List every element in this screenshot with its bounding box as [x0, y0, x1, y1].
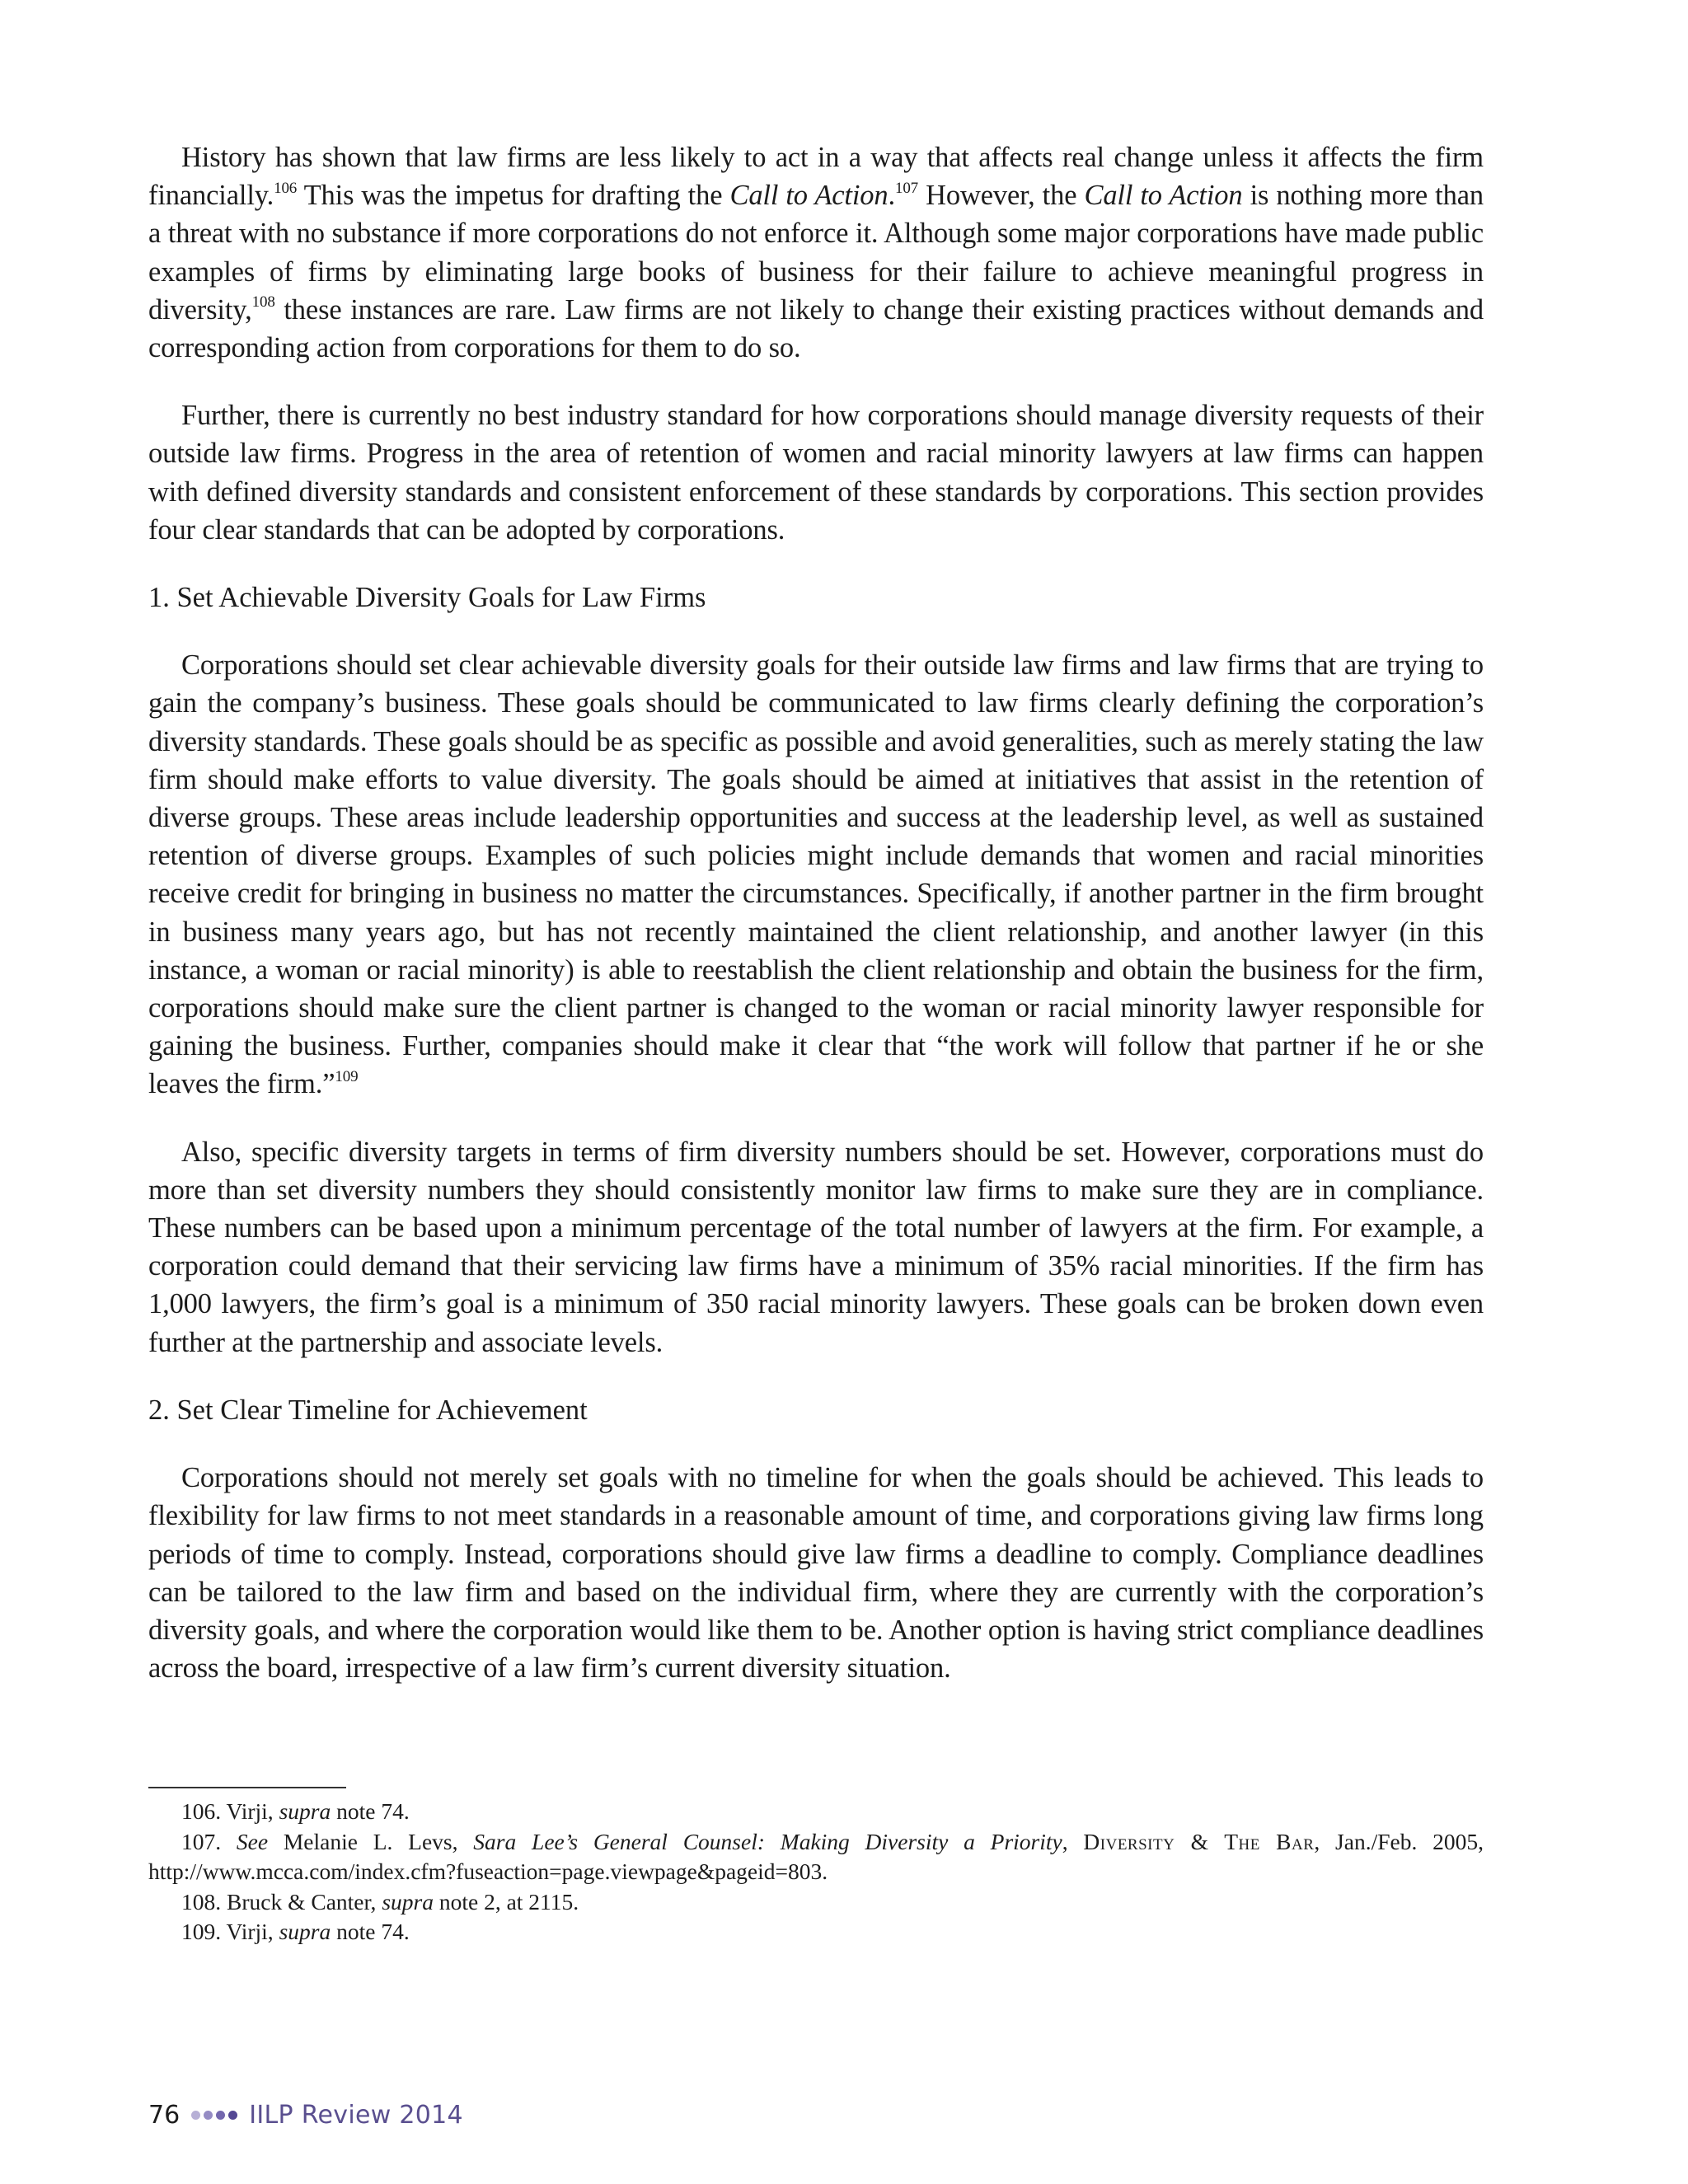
publication-title: IILP Review 2014	[249, 2100, 463, 2130]
footnote-divider	[148, 1787, 346, 1788]
dot-icon	[204, 2111, 213, 2120]
section-heading-goals: 1. Set Achievable Diversity Goals for Law Firms	[148, 582, 706, 614]
page-footer	[148, 2098, 463, 2131]
footnote-108: 108. Bruck & Canter, supra note 2, at 2115.	[181, 1888, 579, 1915]
paragraph-targets: Also, specific diversity targets in terms of firm diversity numbers should be set. However, corporations must do more than set diversity numbers they should consistently monitor law firms to make sure they are in compliance. These numbers can be based upon a minimum percentage of the total number of lawyers at the firm. For example, a corporation could demand that their servicing law firms have a minimum of 35% racial minorities. If the firm has 1,000 lawyers, the firm’s goal is a minimum of 350 racial minority lawyers. These goals can be broken down even further at the partnership and associate levels.	[148, 1136, 1484, 1358]
page-body	[148, 138, 1484, 1717]
dot-icon	[191, 2111, 200, 2120]
footnote-ref-106[interactable]: 106	[274, 179, 298, 197]
dot-icon	[228, 2111, 237, 2120]
footnote-ref-107[interactable]: 107	[894, 179, 919, 197]
decorative-dots-icon	[191, 2111, 241, 2120]
paragraph-timeline: Corporations should not merely set goals with no timeline for when the goals should be achieved. This leads to flexibility for law firms to not meet standards in a reasonable amount of time, and corporations giving law firms long periods of time to comply. Instead, corporations should give law firms a deadline to comply. Compliance deadlines can be tailored to the law firm and based on the individual firm, where they are currently with the corporation’s diversity goals, and where the corporation would like them to be. Another option is having strict compliance deadlines across the board, irrespective of a law firm’s current diversity situation.	[148, 1462, 1484, 1685]
footnote-107: 107. See Melanie L. Levs, Sara Lee’s General Counsel: Making Diversity a Priority, Diversity & The Bar, Jan./Feb. 2005, http://www.mcca.com/index.cfm?fuseaction=page.viewpage&pageid=803.	[148, 1828, 1484, 1884]
footnote-106: 106. Virji, supra note 74.	[181, 1798, 410, 1824]
paragraph-industry-standard: Further, there is currently no best industry standard for how corporations should manage diversity requests of their outside law firms. Progress in the area of retention of women and racial minority lawyers at law firms can happen with defined diversity standards and consistent enforcement of these standards by corporations. This section provides four clear standards that can be adopted by corporations.	[148, 400, 1484, 546]
dot-icon	[216, 2111, 225, 2120]
footnotes	[148, 1797, 1484, 1947]
paragraph-history: History has shown that law firms are less likely to act in a way that affects real change unless it affects the firm financially.$^{106}$ This was the impetus for drafting the Call to Action.$^{107}$ However, the Call to Action is nothing more than a threat with no substance if more corporations do not enforce it. Although some major corporations have made public examples of firms by eliminating large books of business for their failure to achieve meaningful progress in diversity,$^{108}$ these instances are rare. Law firms are not likely to change their existing practices without demands and corresponding action from corporations for them to do so.	[148, 142, 1484, 364]
paragraph-goals: Corporations should set clear achievable diversity goals for their outside law firms and law firms that are trying to gain the company’s business. These goals should be communicated to law firms clearly defining the corporation’s diversity standards. These goals should be as specific as possible and avoid generalities, such as merely stating the law firm should make efforts to value diversity. The goals should be aimed at initiatives that assist in the retention of diverse groups. These areas include leadership opportunities and success at the leadership level, as well as sustained retention of diverse groups. Examples of such policies might include demands that women and racial minorities receive credit for bringing in business no matter the circumstances. Specifically, if another partner in the firm brought in business many years ago, but has not recently maintained the client relationship, and another lawyer (in this instance, a woman or racial minority) is able to reestablish the client relationship and obtain the business for the firm, corporations should make sure the client partner is changed to the woman or racial minority lawyer responsible for gaining the business. Further, companies should make it clear that “the work will follow that partner if he or she leaves the firm.”$^{109}$	[148, 649, 1484, 1100]
page-number: 76	[148, 2100, 181, 2130]
section-heading-timeline: 2. Set Clear Timeline for Achievement	[148, 1394, 588, 1426]
footnote-ref-108[interactable]: 108	[251, 293, 275, 312]
footnote-109: 109. Virji, supra note 74.	[181, 1919, 410, 1944]
footnote-ref-109[interactable]: 109	[335, 1067, 359, 1085]
